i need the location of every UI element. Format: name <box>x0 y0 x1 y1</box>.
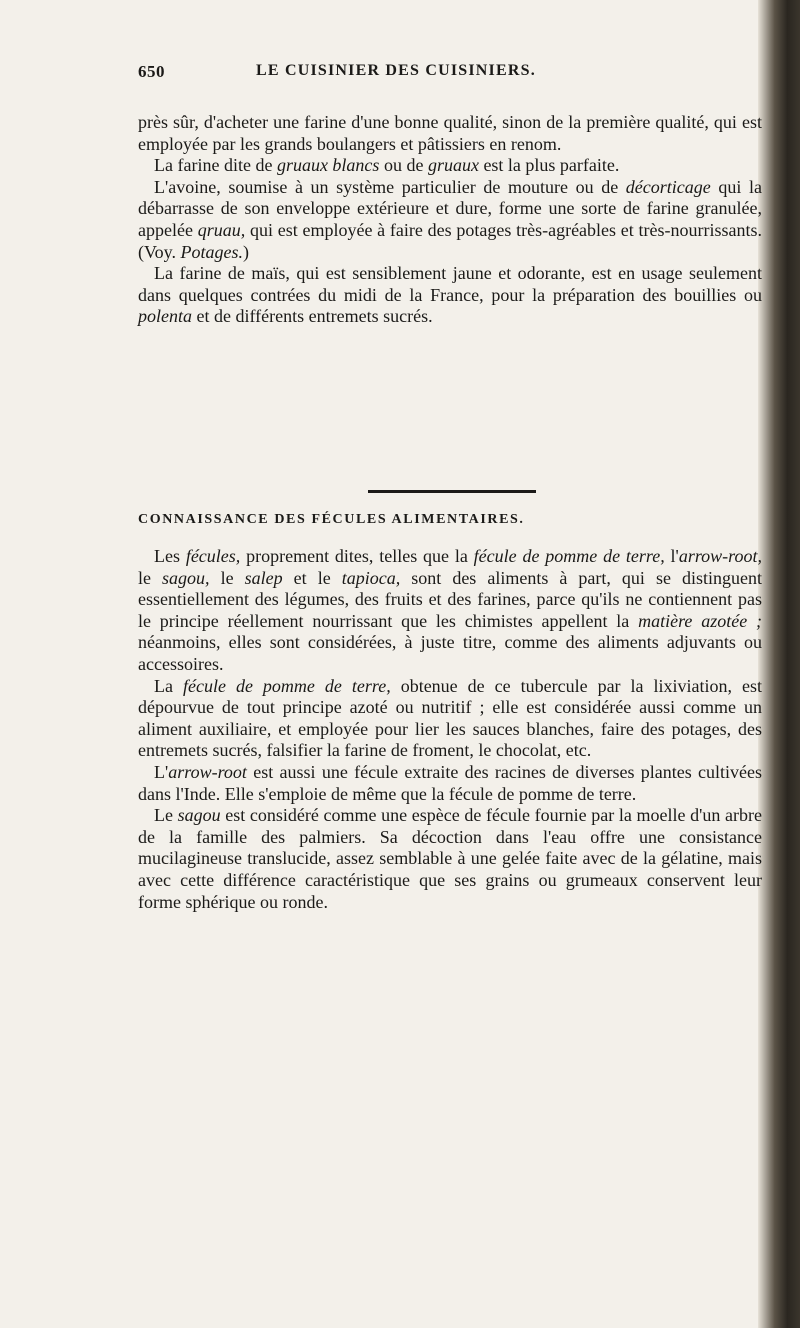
italic-term: arrow-root, <box>678 546 762 566</box>
italic-term: sagou <box>177 805 221 826</box>
text-run: le <box>209 567 245 588</box>
paragraph-fecules-intro <box>138 546 762 676</box>
text-run: Les <box>154 546 186 566</box>
page-header <box>138 62 768 88</box>
text-run: le <box>138 567 163 588</box>
paragraph-bakers-flour: près sûr, d'acheter une farine d'une bonne qualité, sinon de la première qualité, qui est employée par les grands boulangers et pâtissiers en renom. <box>138 112 762 154</box>
text-run: L' <box>154 761 169 782</box>
italic-term: polenta <box>138 306 192 327</box>
italic-term: gruaux <box>427 155 479 176</box>
italic-term: Potages. <box>180 241 244 262</box>
paragraph-mais <box>138 263 762 328</box>
italic-term: salep <box>244 567 283 588</box>
paragraph-avoine <box>138 177 762 263</box>
text-run: obtenue de ce tubercule par la lixiviation, est dépourvue de tout principe azoté ou nutritif ; elle est considérée aussi comme un aliment auxiliaire, et employée pour lier les sauces blanches, faire des potages, des entremets sucrés, falsifier la farine de froment, le chocolat, etc. <box>138 675 763 761</box>
text-run: L'avoine, soumise à un système particulier de mouture ou de <box>154 176 626 197</box>
italic-term: gruaux blancs <box>276 155 380 176</box>
paragraph-gruaux <box>138 155 762 177</box>
text-run: sont des aliments à part, qui se distinguent essentiellement des légumes, des fruits et des farines, parce qu'ils ne contiennent pas le principe réellement nourrissant que les chimistes appellent la <box>138 567 762 631</box>
text-run: La farine de maïs, qui est sensiblement jaune et odorante, est en usage seulement dans quelques contrées du midi de la France, pour la préparation des bouillies ou <box>138 263 762 305</box>
book-binding-edge <box>758 0 800 1328</box>
italic-term: décorticage <box>625 176 711 197</box>
text-run: est la plus parfaite. <box>478 155 620 176</box>
text-run: La <box>154 675 183 696</box>
text-run: proprement dites, telles que la <box>240 546 474 566</box>
italic-term: tapioca, <box>341 567 401 588</box>
text-run: ou de <box>379 155 428 176</box>
section-heading: CONNAISSANCE DES FÉCULES ALIMENTAIRES. <box>138 512 525 527</box>
page-number: 650 <box>138 62 165 81</box>
italic-term: fécule de pomme de terre, <box>182 675 391 696</box>
paragraph-sagou <box>138 805 762 913</box>
text-run: et de différents entremets sucrés. <box>192 306 433 327</box>
paragraph-pomme-de-terre <box>138 676 762 762</box>
italic-term: fécules, <box>185 546 241 566</box>
fecules-text-section <box>138 546 762 913</box>
text-run: qui est employée à faire des potages très-agréables et très-nourrissants. (Voy. <box>138 219 763 262</box>
text-run: l' <box>664 546 679 566</box>
text-run: Le <box>154 805 178 826</box>
paragraph-arrow-root <box>138 762 762 805</box>
text-run: ) <box>243 241 250 262</box>
text-run: est aussi une fécule extraite des racines de diverses plantes cultivées dans l'Inde. Elle s'emploie de même que la fécule de pomme de terre. <box>138 761 762 804</box>
text-run: qui la débarrasse de son enveloppe extérieure et dure, forme une sorte de farine granulée, appelée <box>138 176 762 240</box>
italic-term: qruau, <box>197 219 246 240</box>
text-run: néanmoins, elles sont considérées, à juste titre, comme des aliments adjuvants ou accessoires. <box>138 632 762 674</box>
italic-term: sagou, <box>162 567 210 588</box>
flour-text-section <box>138 112 762 328</box>
running-title: LE CUISINIER DES CUISINIERS. <box>256 62 536 79</box>
italic-term: matière azotée ; <box>638 610 762 631</box>
text-run: est considéré comme une espèce de fécule fournie par la moelle d'un arbre de la famille des palmiers. Sa décoction dans l'eau offre une consistance mucilagineuse translucide, assez semblable à une gelée faite avec de la gélatine, mais avec cette différence caractéristique que ses grains ou grumeaux conservent leur forme sphérique ou ronde. <box>138 805 763 912</box>
section-divider <box>368 490 536 493</box>
text-run: La farine dite de <box>154 155 277 176</box>
italic-term: arrow-root <box>168 761 247 782</box>
text-run: et le <box>282 567 342 588</box>
italic-term: fécule de pomme de terre, <box>473 546 665 566</box>
